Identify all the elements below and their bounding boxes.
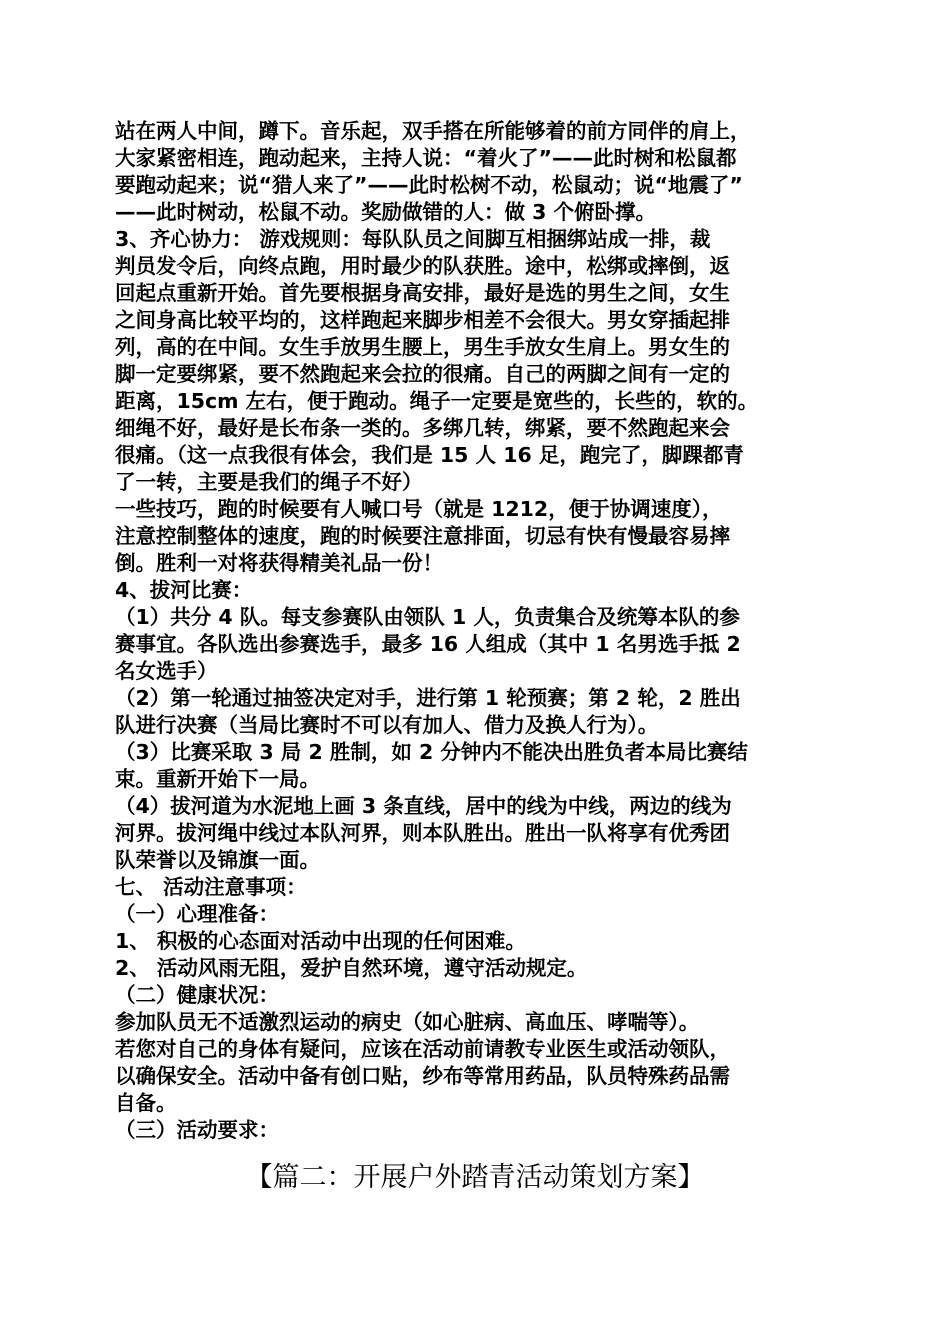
text-line: 之间身高比较平均的，这样跑起来脚步相差不会很大。男女穿插起排 [115,308,730,332]
text-line: 脚一定要绑紧，要不然跑起来会拉的很痛。自己的两脚之间有一定的 [115,362,730,386]
text-line: 判员发令后，向终点跑，用时最少的队获胜。途中，松绑或摔倒，返 [115,254,730,278]
text-line: 注意控制整体的速度，跑的时候要注意排面，切忌有快有慢最容易摔 [115,524,730,548]
subsection-heading-line: （二）健康状况： [115,983,279,1007]
text-line: 回起点重新开始。首先要根据身高安排，最好是选的男生之间，女生 [115,281,730,305]
text-line: 名女选手） [115,659,218,683]
text-line: ——此时树动，松鼠不动。奖励做错的人：做 3 个俯卧撑。 [115,200,657,224]
text-line: 了一转，主要是我们的绳子不好） [115,470,423,494]
text-line: 要跑动起来；说“猎人来了”——此时松树不动，松鼠动；说“地震了” [115,173,743,197]
text-line: 站在两人中间，蹲下。音乐起，双手搭在所能够着的前方同伴的肩上， [115,119,751,143]
text-line: （1）共分 4 队。每支参赛队由领队 1 人，负责集合及统筹本队的参 [115,605,740,629]
section-heading-line: 4、拔河比赛： [115,578,253,602]
text-line: 若您对自己的身体有疑问，应该在活动前请教专业医生或活动领队， [115,1037,730,1061]
text-line: （4）拔河道为水泥地上画 3 条直线，居中的线为中线，两边的线为 [115,794,732,818]
text-line: 束。重新开始下一局。 [115,767,320,791]
text-line: 队进行决赛（当局比赛时不可以有加人、借力及换人行为）。 [115,713,659,737]
subsection-heading-line: （一）心理准备： [115,902,279,926]
text-line: 距离，15cm 左右，便于跑动。绳子一定要是宽些的，长些的，软的。 [115,389,759,413]
text-line: （3）比赛采取 3 局 2 胜制，如 2 分钟内不能决出胜负者本局比赛结 [115,740,748,764]
text-line: 倒。胜利一对将获得精美礼品一份！ [115,551,443,575]
subsection-heading-line: （三）活动要求： [115,1118,279,1142]
text-line: 细绳不好，最好是长布条一类的。多绑几转，绑紧，要不然跑起来会 [115,416,730,440]
text-line: 一些技巧，跑的时候要有人喊口号（就是 1212，便于协调速度）， [115,497,723,521]
text-line: 参加队员无不适激烈运动的病史（如心脏病、高血压、哮喘等）。 [115,1010,700,1034]
section-heading-line: 七、 活动注意事项： [115,875,307,899]
text-line: （2）第一轮通过抽签决定对手，进行第 1 轮预赛；第 2 轮，2 胜出 [115,686,741,710]
text-line: 2、 活动风雨无阻，爱护自然环境，遵守活动规定。 [115,956,588,980]
text-line: 河界。拔河绳中线过本队河界，则本队胜出。胜出一队将享有优秀团 [115,821,730,845]
text-line: 列，高的在中间。女生手放男生腰上，男生手放女生肩上。男女生的 [115,335,730,359]
section-heading-line: 3、齐心协力： 游戏规则：每队队员之间脚互相捆绑站成一排，裁 [115,227,711,251]
document-body [115,118,840,1144]
text-line: 赛事宜。各队选出参赛选手，最多 16 人组成（其中 1 名男选手抵 2 [115,632,741,656]
next-section-title: 【篇二：开展户外踏青活动策划方案】 [245,1162,705,1193]
text-line: 队荣誉以及锦旗一面。 [115,848,320,872]
text-line: 自备。 [115,1091,177,1115]
text-line: 以确保安全。活动中备有创口贴，纱布等常用药品，队员特殊药品需 [115,1064,730,1088]
text-line: 大家紧密相连，跑动起来，主持人说：“着火了”——此时树和松鼠都 [115,146,737,170]
text-line: 1、 积极的心态面对活动中出现的任何困难。 [115,929,526,953]
text-line: 很痛。（这一点我很有体会，我们是 15 人 16 足，跑完了，脚踝都青 [115,443,744,467]
